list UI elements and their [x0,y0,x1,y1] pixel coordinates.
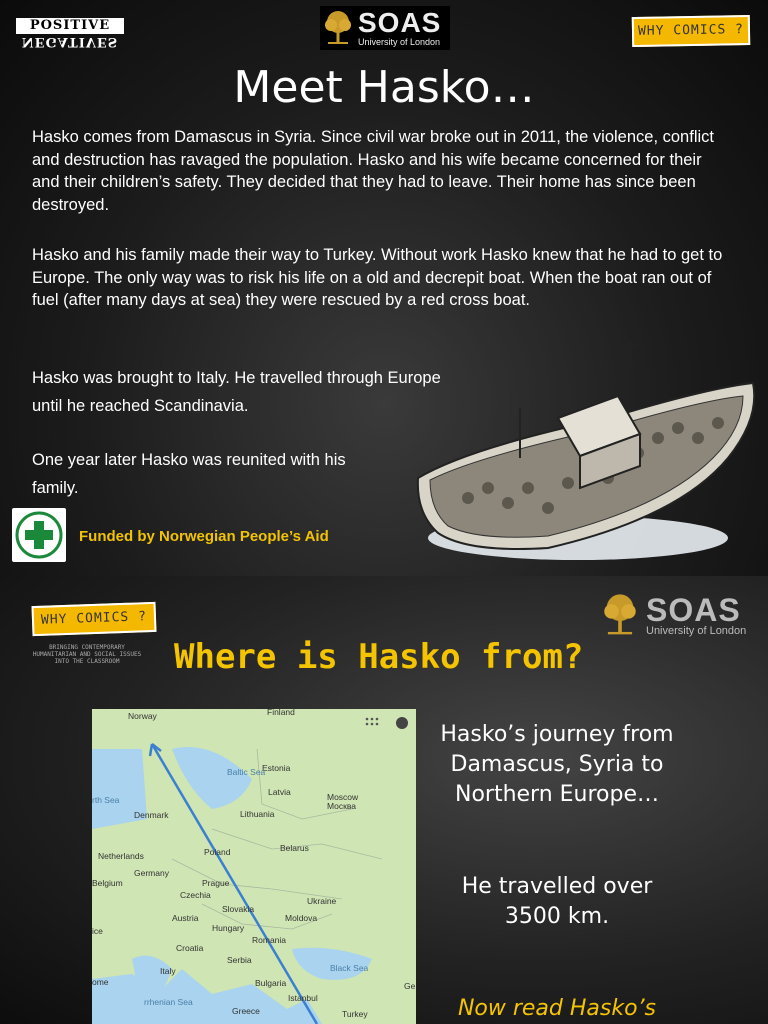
paragraph-turkey: Hasko and his family made their way to Turkey. Without work Hasko knew that he had to get to Europe. The only way was to risk his life on a old and decrepit boat. When the boat ran out of fuel (after many days at sea) they were rescued by a red cross boat. [32,246,723,309]
paragraph-reunited: One year later Hasko was reunited with his family. [32,451,346,497]
map-label: ice [92,926,103,936]
map-label: Latvia [268,787,291,797]
distance-text: He travelled over 3500 km. [461,874,653,929]
map-label: Greece [232,1006,260,1016]
map-label: Moscow [327,792,359,802]
refugee-boat-illustration [408,338,768,574]
soas-subtitle: University of London [646,625,747,637]
logo-positive-text: POSITIVE [16,18,124,34]
map-label: Ge [404,981,416,991]
map-label: Bulgaria [255,978,287,988]
logo-negatives-text: NEGATIVES [21,34,119,49]
map-label: Ukraine [307,896,337,906]
map-label: Serbia [227,955,252,965]
map-label: Poland [204,847,231,857]
slide-where-is-hasko-from [0,576,768,1024]
soas-tree-icon [322,9,354,47]
map-label: rrhenian Sea [144,997,193,1007]
npa-cross-icon [12,508,66,562]
map-label: Croatia [176,943,204,953]
map-label: Istanbul [288,993,318,1003]
soas-subtitle: University of London [358,37,441,47]
page-title: Meet Hasko… [233,62,535,113]
map-label: Belgium [92,878,123,888]
soas-logo [600,590,758,640]
map-label: rth Sea [92,795,120,805]
map-label: Black Sea [330,963,369,973]
section-title: Where is Hasko from? [174,637,584,677]
positive-negatives-logo [16,18,124,48]
funded-by-text: Funded by Norwegian People’s Aid [79,528,329,545]
map-label: Czechia [180,890,211,900]
map-label: Norway [128,711,157,721]
map-label: Romania [252,935,287,945]
map-label: Slovakia [222,904,255,914]
map-label: Moldova [285,913,318,923]
map-label: Denmark [134,810,169,820]
journey-text: Hasko’s journey from Damascus, Syria to Northern Europe… [440,722,674,807]
map-label: Turkey [342,1009,368,1019]
now-read-text: Now read Hasko’s [457,996,657,1021]
map-label: ome [92,977,109,987]
npa-logo [12,508,66,562]
map-label: Belarus [280,843,309,853]
soas-logo [320,6,450,50]
map-label: Italy [160,966,176,976]
paragraph-damascus: Hasko comes from Damascus in Syria. Since civil war broke out in 2011, the violence, conflict and destruction has ravaged the population. Hasko and his wife became concerned for their and their children’s safety. They decided that they had to leave. Their home has since been destroyed. [32,128,714,214]
soas-name: SOAS [358,7,442,38]
map-label: Prague [202,878,230,888]
map-label: Germany [134,868,169,878]
why-comics-badge: WHY COMICS ? [32,602,157,636]
map-label: Estonia [262,763,291,773]
map-label: Baltic Sea [227,767,266,777]
paragraph-italy: Hasko was brought to Italy. He travelled through Europe until he reached Scandinavia. [32,369,441,415]
europe-route-map [92,709,416,1024]
map-label: Москва [327,801,357,811]
map-label: Austria [172,913,199,923]
map-label: Netherlands [98,851,144,861]
map-label: Finland [267,709,295,717]
why-comics-badge: WHY COMICS ? [632,15,751,47]
soas-name: SOAS [646,592,741,628]
map-label: Hungary [212,923,245,933]
soas-tree-icon [600,592,640,638]
why-comics-tagline: BRINGING CONTEMPORARY HUMANITARIAN AND SOCIAL ISSUES INTO THE CLASSROOM [32,644,142,665]
map-label: Lithuania [240,809,275,819]
